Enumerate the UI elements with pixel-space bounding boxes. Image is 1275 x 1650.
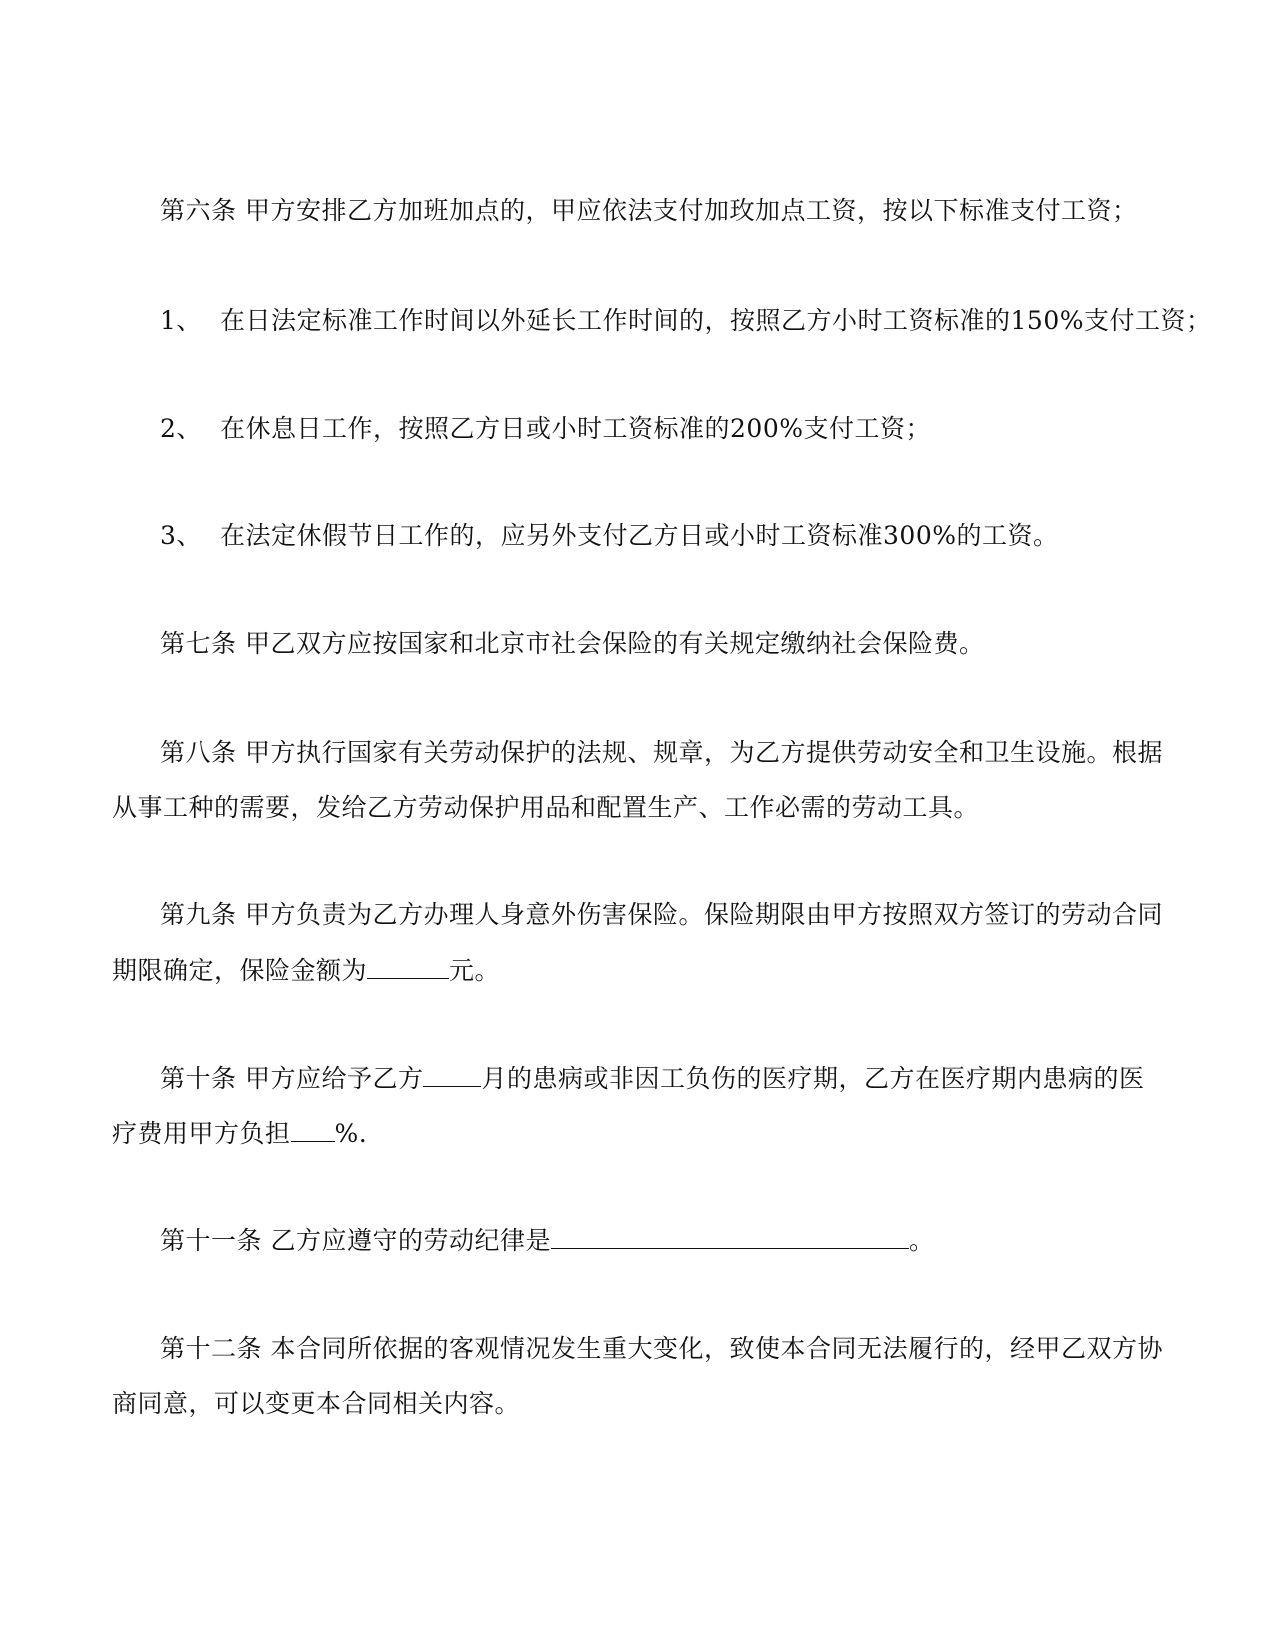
- medical-cost-percent-blank: [291, 1117, 335, 1142]
- article-12-line-1: [160, 1333, 1163, 1365]
- labor-discipline-blank: [551, 1224, 909, 1249]
- article-6-item-1: [160, 305, 1211, 337]
- article-10-text-1-post: 月的患病或非因工负伤的医疗期，乙方在医疗期内患病的医: [481, 1064, 1145, 1093]
- article-9-line-1: [160, 899, 1163, 931]
- medical-period-blank: [423, 1062, 481, 1087]
- article-12-line-2: [112, 1388, 520, 1420]
- article-9-text-1: 甲方负责为乙方办理人身意外伤害保险。保险期限由甲方按照双方签订的劳动合同: [244, 900, 1163, 929]
- article-11-paragraph: [160, 1224, 935, 1257]
- article-8-heading: 第八条: [160, 738, 237, 767]
- article-6-heading: 第六条: [160, 196, 237, 225]
- article-10-text-1-pre: 甲方应给予乙方: [244, 1064, 424, 1093]
- article-10-text-2-post: %.: [334, 1119, 368, 1148]
- article-6-item-2: [160, 413, 931, 445]
- article-8-text-1: 甲方执行国家有关劳动保护的法规、规章，为乙方提供劳动安全和卫生设施。根据: [244, 738, 1163, 767]
- article-12-text-1: 本合同所依据的客观情况发生重大变化，致使本合同无法履行的，经甲乙双方协: [270, 1334, 1163, 1363]
- article-9-heading: 第九条: [160, 900, 237, 929]
- article-10-text-2-pre: 疗费用甲方负担: [112, 1119, 291, 1148]
- article-10-line-1: [160, 1062, 1145, 1095]
- article-6-paragraph: [160, 195, 1137, 227]
- article-12-heading: 第十二条: [160, 1334, 263, 1363]
- item-1-number: 1、: [160, 306, 202, 335]
- article-6-item-3: [160, 520, 1058, 552]
- article-7-text: 甲乙双方应按国家和北京市社会保险的有关规定缴纳社会保险费。: [244, 629, 985, 658]
- article-9-text-2-pre: 期限确定，保险金额为: [112, 956, 368, 985]
- article-9-line-2: [112, 954, 500, 987]
- insurance-amount-blank: [367, 954, 449, 979]
- article-11-text-post: 。: [908, 1226, 935, 1255]
- article-8-line-2: [112, 792, 979, 824]
- article-12-text-2: 商同意，可以变更本合同相关内容。: [112, 1389, 521, 1418]
- article-6-text: 甲方安排乙方加班加点的，甲应依法支付加玫加点工资，按以下标准支付工资；: [244, 196, 1138, 225]
- article-11-heading: 第十一条: [160, 1226, 263, 1255]
- item-3-text: 在法定休假节日工作的，应另外支付乙方日或小时工资标准300%的工资。: [220, 521, 1059, 550]
- article-10-line-2: [112, 1117, 367, 1150]
- item-3-number: 3、: [160, 521, 202, 550]
- item-1-text: 在日法定标准工作时间以外延长工作时间的，按照乙方小时工资标准的150%支付工资；: [220, 306, 1212, 335]
- item-2-text: 在休息日工作，按照乙方日或小时工资标准的200%支付工资；: [220, 414, 931, 443]
- article-9-text-2-post: 元。: [449, 956, 501, 985]
- article-8-line-1: [160, 737, 1163, 769]
- article-8-text-2: 从事工种的需要，发给乙方劳动保护用品和配置生产、工作必需的劳动工具。: [112, 793, 980, 822]
- article-7-paragraph: [160, 628, 984, 660]
- article-10-heading: 第十条: [160, 1064, 237, 1093]
- article-7-heading: 第七条: [160, 629, 237, 658]
- article-11-text-pre: 乙方应遵守的劳动纪律是: [270, 1226, 551, 1255]
- item-2-number: 2、: [160, 414, 202, 443]
